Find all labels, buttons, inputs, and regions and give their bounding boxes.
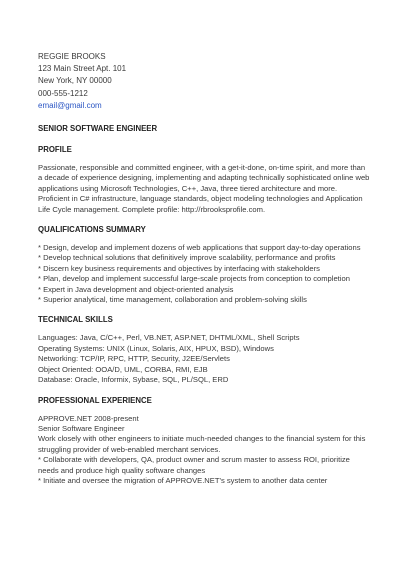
contact-city: New York, NY 00000 [38, 76, 112, 86]
list-item: * Discern key business requirements and objectives by interfacing with stakeholders [38, 263, 320, 273]
contact-email-link[interactable]: email@gmail.com [38, 100, 102, 110]
list-item: * Collaborate with developers, QA, product owner and scrum master to assess ROI, prioritize needs and produce high quality software changes [38, 455, 350, 475]
qualifications-list [38, 243, 370, 305]
list-item: * Plan, develop and implement successful large-scale projects from conception to completion [38, 274, 350, 284]
contact-block [38, 51, 370, 112]
experience-summary: Work closely with other engineers to initiate much-needed changes to the financial system for this struggling provider of web-enabled merchant services. [38, 434, 366, 454]
skills-heading: TECHNICAL SKILLS [38, 315, 113, 325]
list-item: * Design, develop and implement dozens of web applications that support day-to-day operations [38, 243, 361, 253]
experience-company: APPROVE.NET 2008-present [38, 413, 139, 423]
skill-line: Languages: Java, C/C++, Perl, VB.NET, ASP.NET, DHTML/XML, Shell Scripts [38, 333, 300, 343]
contact-name: REGGIE BROOKS [38, 52, 106, 61]
skill-line: Networking: TCP/IP, RPC, HTTP, Security, J2EE/Servlets [38, 354, 230, 364]
profile-text: Passionate, responsible and committed engineer, with a get-it-done, on-time spirit, and more than a decade of experience designing, implementing and adapting technically sophisticated online web applications using Microsoft Technologies, C++, Java, three tiered architecture and more. Proficient in C# infrastructure, language standards, object modeling technologies and Application Life Cycle management. Complete profile: http://rbrooksprofile.com. [38, 163, 370, 214]
skill-line: Database: Oracle, Informix, Sybase, SQL, PL/SQL, ERD [38, 375, 229, 385]
list-item: * Initiate and oversee the migration of APPROVE.NET's system to another data center [38, 475, 328, 485]
skill-line: Object Oriented: OOA/D, UML, CORBA, RMI, EJB [38, 364, 208, 374]
job-title: SENIOR SOFTWARE ENGINEER [38, 124, 158, 134]
contact-phone: 000-555-1212 [38, 88, 88, 98]
experience-list [38, 455, 370, 486]
experience-heading: PROFESSIONAL EXPERIENCE [38, 395, 152, 405]
qualifications-heading: QUALIFICATIONS SUMMARY [38, 225, 146, 235]
skills-list [38, 333, 370, 385]
list-item: * Develop technical solutions that definitively improve scalability, performance and profits [38, 253, 336, 263]
contact-address: 123 Main Street Apt. 101 [38, 64, 127, 74]
list-item: * Superior analytical, time management, collaboration and problem-solving skills [38, 295, 307, 305]
skill-line: Operating Systems: UNIX (Linux, Solaris, AIX, HPUX, BSD), Windows [38, 343, 274, 353]
experience-role: Senior Software Engineer [38, 423, 125, 433]
profile-heading: PROFILE [38, 145, 72, 155]
list-item: * Expert in Java development and object-oriented analysis [38, 284, 234, 294]
